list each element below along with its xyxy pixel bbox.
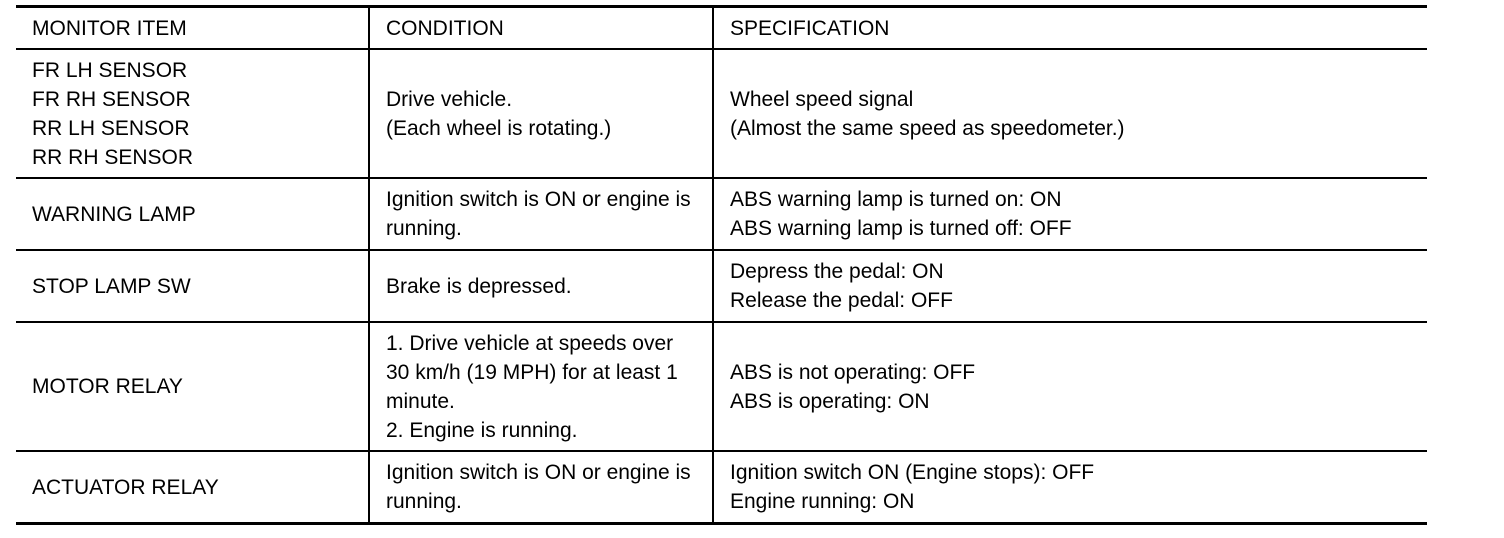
header-condition: CONDITION <box>369 7 713 50</box>
specification-text: ABS is operating: ON <box>730 389 930 413</box>
monitor-item-cell <box>16 322 369 451</box>
monitor-item-text: RR RH SENSOR <box>32 145 194 169</box>
table-row <box>16 49 1427 178</box>
condition-text: Ignition switch is ON or engine is running. <box>386 461 691 513</box>
condition-cell <box>369 49 713 178</box>
monitor-item-text: MOTOR RELAY <box>32 375 183 398</box>
specification-cell <box>713 178 1427 250</box>
specification-text: ABS warning lamp is turned on: ON <box>730 188 1062 211</box>
specification-text: Depress the pedal: ON <box>730 260 944 283</box>
condition-text: 2. Engine is running. <box>386 418 578 442</box>
condition-text: (Each wheel is rotating.) <box>386 116 612 140</box>
table-row <box>16 451 1427 524</box>
table-row <box>16 322 1427 451</box>
condition-cell <box>369 178 713 250</box>
monitor-item-cell <box>16 178 369 250</box>
monitor-item-cell <box>16 49 369 178</box>
monitor-item-text: WARNING LAMP <box>32 202 196 226</box>
condition-cell <box>369 322 713 451</box>
specification-text: (Almost the same speed as speedometer.) <box>730 116 1125 140</box>
condition-text: Drive vehicle. <box>386 87 513 111</box>
condition-cell <box>369 451 713 524</box>
monitor-item-cell <box>16 250 369 322</box>
condition-cell <box>369 250 713 322</box>
table-header-row <box>16 7 1427 50</box>
specification-text: Wheel speed signal <box>730 87 914 111</box>
specification-cell <box>713 451 1427 524</box>
monitor-item-text: STOP LAMP SW <box>32 274 191 298</box>
specification-cell <box>713 49 1427 178</box>
specification-text: ABS warning lamp is turned off: OFF <box>730 217 1072 240</box>
condition-text: 1. Drive vehicle at speeds over 30 km/h (19 MPH) for at least 1 minute. <box>386 331 678 413</box>
table-row <box>16 250 1427 322</box>
monitor-spec-table <box>16 5 1427 525</box>
monitor-item-text: FR LH SENSOR <box>32 58 188 82</box>
specification-text: Ignition switch ON (Engine stops): OFF <box>730 461 1095 484</box>
specification-cell <box>713 322 1427 451</box>
table-row <box>16 178 1427 250</box>
specification-text: Release the pedal: OFF <box>730 289 953 312</box>
header-specification: SPECIFICATION <box>713 7 1427 50</box>
condition-text: Ignition switch is ON or engine is running. <box>386 188 691 240</box>
specification-text: Engine running: ON <box>730 490 915 513</box>
monitor-item-text: FR RH SENSOR <box>32 87 191 111</box>
header-monitor-item: MONITOR ITEM <box>16 7 369 50</box>
monitor-item-text: ACTUATOR RELAY <box>32 475 219 499</box>
specification-text: ABS is not operating: OFF <box>730 360 976 384</box>
condition-text: Brake is depressed. <box>386 274 572 298</box>
monitor-item-cell <box>16 451 369 524</box>
specification-cell <box>713 250 1427 322</box>
monitor-item-text: RR LH SENSOR <box>32 116 190 140</box>
